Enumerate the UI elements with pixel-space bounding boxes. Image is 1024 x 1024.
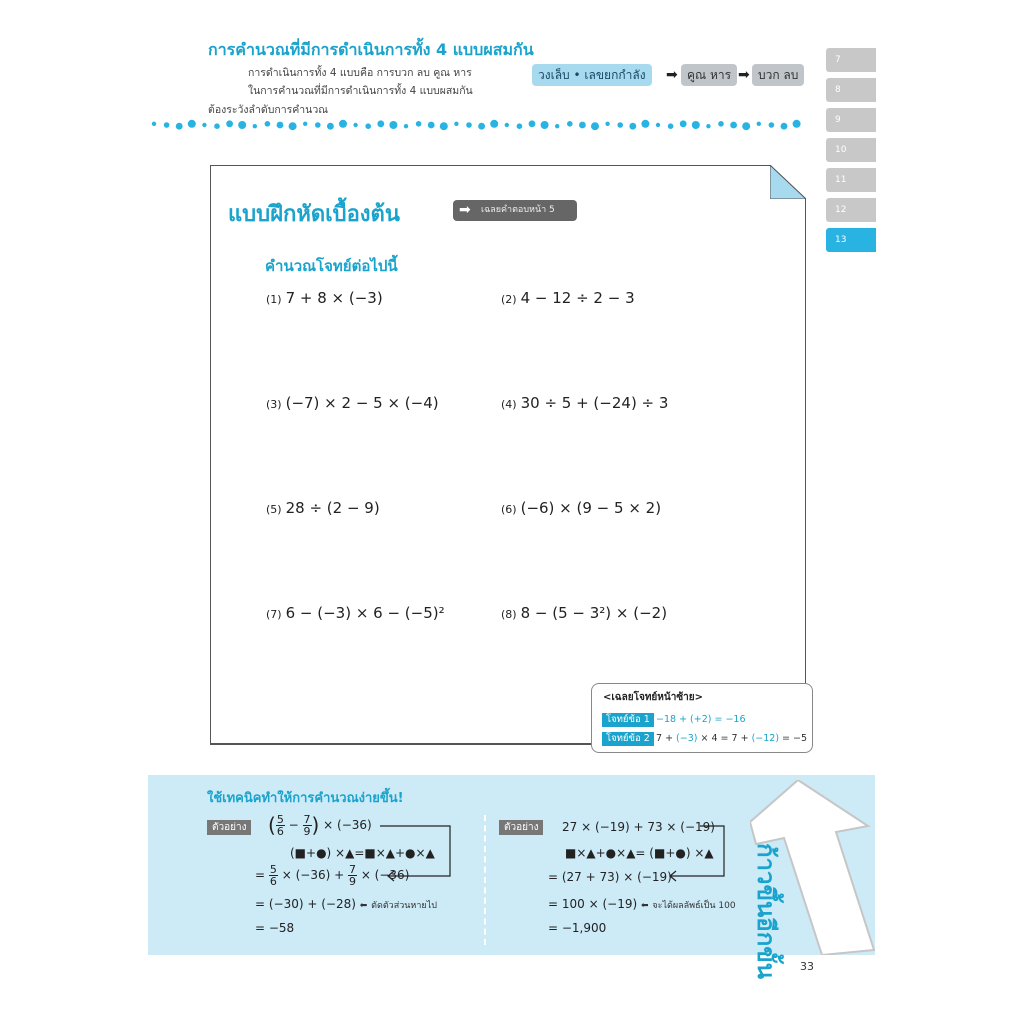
problem-item	[501, 289, 635, 307]
chapter-tab[interactable]: 9	[826, 108, 876, 132]
exercise-card	[210, 165, 806, 745]
problem-expression: 7 + 8 × (−3)	[285, 289, 383, 307]
answer-text: −18 + (+2) = −16	[656, 714, 746, 725]
page-fold-corner	[770, 165, 806, 199]
answer-text: 7 + (−3) × 4 = 7 + (−12) = −5	[656, 733, 808, 744]
order-step-multiply-divide: คูณ หาร	[681, 64, 737, 86]
problem-item	[501, 394, 668, 412]
note-arrow-icon: ⬅	[359, 901, 368, 911]
problem-item	[266, 394, 439, 412]
problem-expression: 28 ÷ (2 − 9)	[285, 499, 380, 517]
problem-expression: (−6) × (9 − 5 × 2)	[520, 499, 662, 517]
note-arrow-icon: ⬅	[640, 901, 649, 911]
example1-flow-arrow	[380, 820, 460, 882]
problem-expression: 30 ÷ 5 + (−24) ÷ 3	[520, 394, 669, 412]
example2-line1: 27 × (−19) + 73 × (−19)	[562, 820, 715, 834]
problem-number: (1)	[266, 293, 282, 306]
example-label: ตัวอย่าง	[207, 820, 251, 835]
problem-expression: 6 − (−3) × 6 − (−5)²	[285, 604, 445, 622]
intro-line: การดำเนินการทั้ง 4 แบบคือ การบวก ลบ คูณ หาร	[248, 67, 472, 79]
example1-line4: = (−30) + (−28) ⬅ ตัดตัวส่วนหายไป	[255, 897, 437, 911]
step-up-text: ก้าวขึ้นอีกขั้น	[752, 843, 780, 980]
example2-flow-arrow	[662, 820, 732, 882]
chapter-tab[interactable]: 8	[826, 78, 876, 102]
problem-expression: 8 − (5 − 3²) × (−2)	[520, 604, 668, 622]
example2-line4: = 100 × (−19) ⬅ จะได้ผลลัพธ์เป็น 100	[548, 897, 736, 911]
example-label: ตัวอย่าง	[499, 820, 543, 835]
chapter-tab[interactable]: 10	[826, 138, 876, 162]
order-step-brackets: วงเล็บ • เลขยกกำลัง	[532, 64, 652, 86]
problem-number: (7)	[266, 608, 282, 621]
dotted-divider	[150, 118, 810, 132]
arrow-right-icon: ➡	[738, 67, 750, 83]
answer-label: โจทย์ข้อ 2	[602, 732, 654, 746]
intro-line: ต้องระวังลำดับการคำนวณ	[208, 104, 328, 116]
exercise-instruction: คำนวณโจทย์ต่อไปนี้	[265, 257, 398, 275]
answer-reference-button[interactable]: เฉลยคำตอบหน้า 5	[453, 200, 577, 221]
answer-box-title: <เฉลยโจทย์หน้าซ้าย>	[603, 692, 703, 703]
example1-rule: (■+●) ×▲=■×▲+●×▲	[290, 846, 435, 860]
problem-item	[266, 499, 380, 517]
problem-item	[266, 289, 383, 307]
tips-title: ใช้เทคนิคทำให้การคำนวณง่ายขึ้น!	[207, 791, 404, 806]
chapter-tab[interactable]: 7	[826, 48, 876, 72]
chapter-tab-active[interactable]: 13	[826, 228, 876, 252]
problem-number: (8)	[501, 608, 517, 621]
exercise-title: แบบฝึกหัดเบื้องต้น	[228, 202, 400, 227]
example1-line1: ( $\frac{5}{6}$ − $\frac{7}{9}$ ) × (−36)	[268, 812, 372, 838]
chapter-tab[interactable]: 12	[826, 198, 876, 222]
example1-line5: = −58	[255, 921, 295, 935]
problem-number: (2)	[501, 293, 517, 306]
example2-rule: ■×▲+●×▲= (■+●) ×▲	[565, 846, 714, 860]
problem-expression: (−7) × 2 − 5 × (−4)	[285, 394, 439, 412]
problem-item	[501, 604, 667, 622]
problem-number: (5)	[266, 503, 282, 516]
answer-label: โจทย์ข้อ 1	[602, 713, 654, 727]
tips-divider	[484, 815, 486, 945]
arrow-right-icon: ➡	[666, 67, 678, 83]
problem-number: (3)	[266, 398, 282, 411]
problem-number: (6)	[501, 503, 517, 516]
problem-number: (4)	[501, 398, 517, 411]
problem-item	[501, 499, 661, 517]
example2-line3: = (27 + 73) × (−19)	[548, 870, 672, 884]
example1-line3: = $\frac{5}{6}$ × (−36) + $\frac{7}{9}$ × (−36)	[255, 863, 410, 888]
intro-line: ในการคำนวณที่มีการดำเนินการทั้ง 4 แบบผสมกัน	[248, 85, 473, 97]
problem-expression: 4 − 12 ÷ 2 − 3	[520, 289, 635, 307]
order-step-add-subtract: บวก ลบ	[752, 64, 804, 86]
problem-item	[266, 604, 445, 622]
example2-line5: = −1,900	[548, 921, 607, 935]
page-number: 33	[800, 960, 814, 973]
chapter-tab[interactable]: 11	[826, 168, 876, 192]
section-title: การคำนวณที่มีการดำเนินการทั้ง 4 แบบผสมกัน	[208, 40, 534, 59]
arrow-right-icon: ➡	[459, 202, 471, 218]
